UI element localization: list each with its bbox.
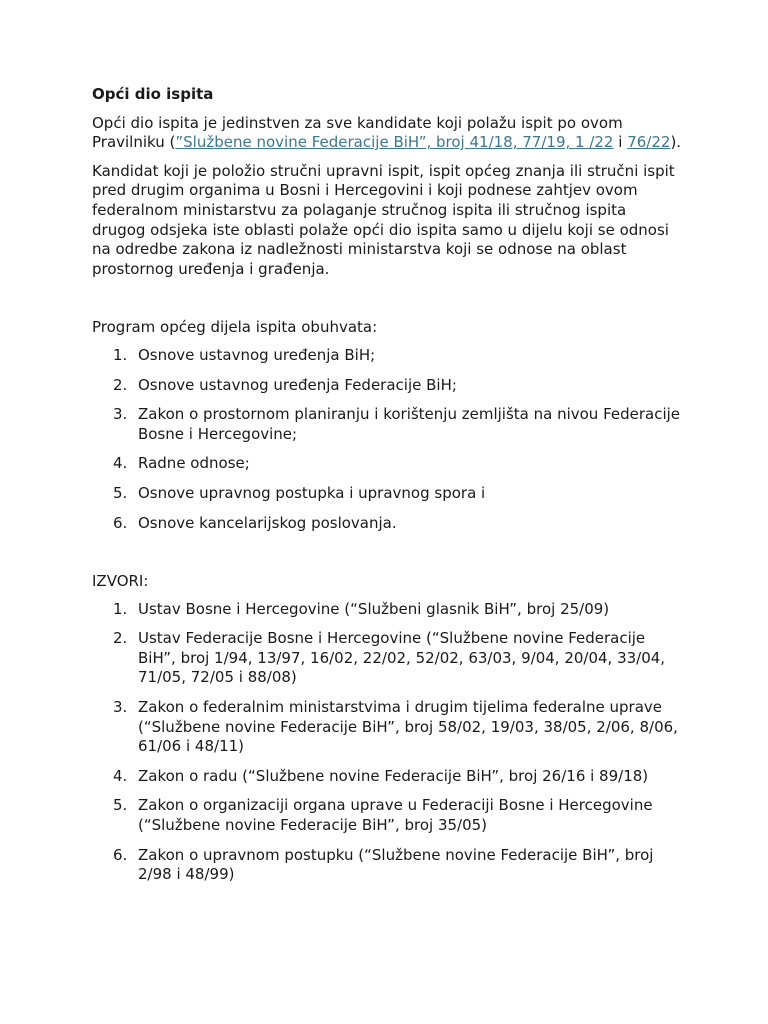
list-item-text: Osnove ustavnog uređenja BiH; — [138, 345, 376, 364]
list-item — [92, 600, 682, 620]
intro-text-before: Opći dio ispita je jedinstven za sve kandidate koji polažu ispit po ovom Pravilniku ( — [92, 113, 623, 152]
list-item-text: Zakon o federalnim ministarstvima i drugim tijelima federalne uprave (“Službene novine Federacije BiH”, broj 58/02, 19/03, 38/05, 2/06, 8/06, 61/06 i 48/11) — [138, 698, 678, 756]
list-item-text: Zakon o organizaciji organa uprave u Federaciji Bosne i Hercegovine (“Službene novine Federacije BiH”, broj 35/05) — [138, 796, 653, 835]
sources-list — [92, 600, 682, 885]
list-number: 5. — [113, 483, 128, 502]
list-item — [92, 346, 682, 366]
intro-text-middle: i — [613, 133, 628, 152]
list-item — [92, 454, 682, 474]
section-heading: Opći dio ispita — [92, 85, 214, 103]
list-item-text: Osnove ustavnog uređenja Federacije BiH; — [138, 375, 457, 394]
list-number: 2. — [113, 629, 128, 648]
list-number: 2. — [113, 375, 128, 394]
list-item-text: Zakon o prostornom planiranju i korištenju zemljišta na nivou Federacije Bosne i Hercegovine; — [138, 405, 681, 443]
list-number: 6. — [113, 513, 128, 532]
list-item — [92, 405, 682, 444]
program-title: Program općeg dijela ispita obuhvata: — [92, 318, 378, 337]
candidate-paragraph: Kandidat koji je položio stručni upravni ispit, ispit općeg znanja ili stručni ispit pred drugim organima u Bosni i Hercegovini i koji podnese zahtjev ovom federalnom ministarstvu za polaganje stručnog ispita ili stručnog ispita drugog odsjeka iste oblasti polaže opći dio ispita samo u dijelu koji se odnosi na odredbe zakona iz nadležnosti ministarstva koji se odnose na oblast prostornog uređenja i građenja. — [92, 161, 675, 278]
list-item — [92, 484, 682, 504]
document-body — [92, 85, 682, 895]
list-item-text: Zakon o radu (“Službene novine Federacije BiH”, broj 26/16 i 89/18) — [138, 766, 649, 785]
list-number: 1. — [113, 599, 128, 618]
list-item — [92, 698, 682, 757]
list-item-text: Ustav Federacije Bosne i Hercegovine (“Službene novine Federacije BiH”, broj 1/94, 13/97, 16/02, 22/02, 52/02, 63/03, 9/04, 20/04, 33/04, 71/05, 72/05 i 88/08) — [138, 629, 666, 687]
program-list — [92, 346, 682, 533]
gazette-link-76-22[interactable]: 76/22 — [627, 133, 671, 152]
list-item-text: Radne odnose; — [138, 454, 250, 473]
list-number: 1. — [113, 345, 128, 364]
list-number: 4. — [113, 766, 128, 785]
list-item — [92, 846, 682, 885]
intro-text-after: ). — [670, 133, 682, 152]
list-number: 3. — [113, 698, 128, 717]
list-item-text: Osnove upravnog postupka i upravnog spora i — [138, 483, 486, 502]
list-item — [92, 514, 682, 534]
list-item — [92, 629, 682, 688]
sources-title: IZVORI: — [92, 572, 149, 591]
list-item-text: Osnove kancelarijskog poslovanja. — [138, 513, 397, 532]
list-number: 3. — [113, 405, 128, 424]
list-number: 5. — [113, 796, 128, 815]
list-item — [92, 376, 682, 396]
list-item — [92, 796, 682, 835]
list-item-text: Ustav Bosne i Hercegovine (“Službeni glasnik BiH”, broj 25/09) — [138, 599, 610, 618]
intro-paragraph — [92, 114, 682, 153]
list-number: 6. — [113, 845, 128, 864]
list-number: 4. — [113, 454, 128, 473]
gazette-link[interactable]: ”Službene novine Federacije BiH”, broj 41/18, 77/19, 1 /22 — [175, 133, 614, 152]
list-item — [92, 767, 682, 787]
list-item-text: Zakon o upravnom postupku (“Službene novine Federacije BiH”, broj 2/98 i 48/99) — [138, 845, 654, 884]
